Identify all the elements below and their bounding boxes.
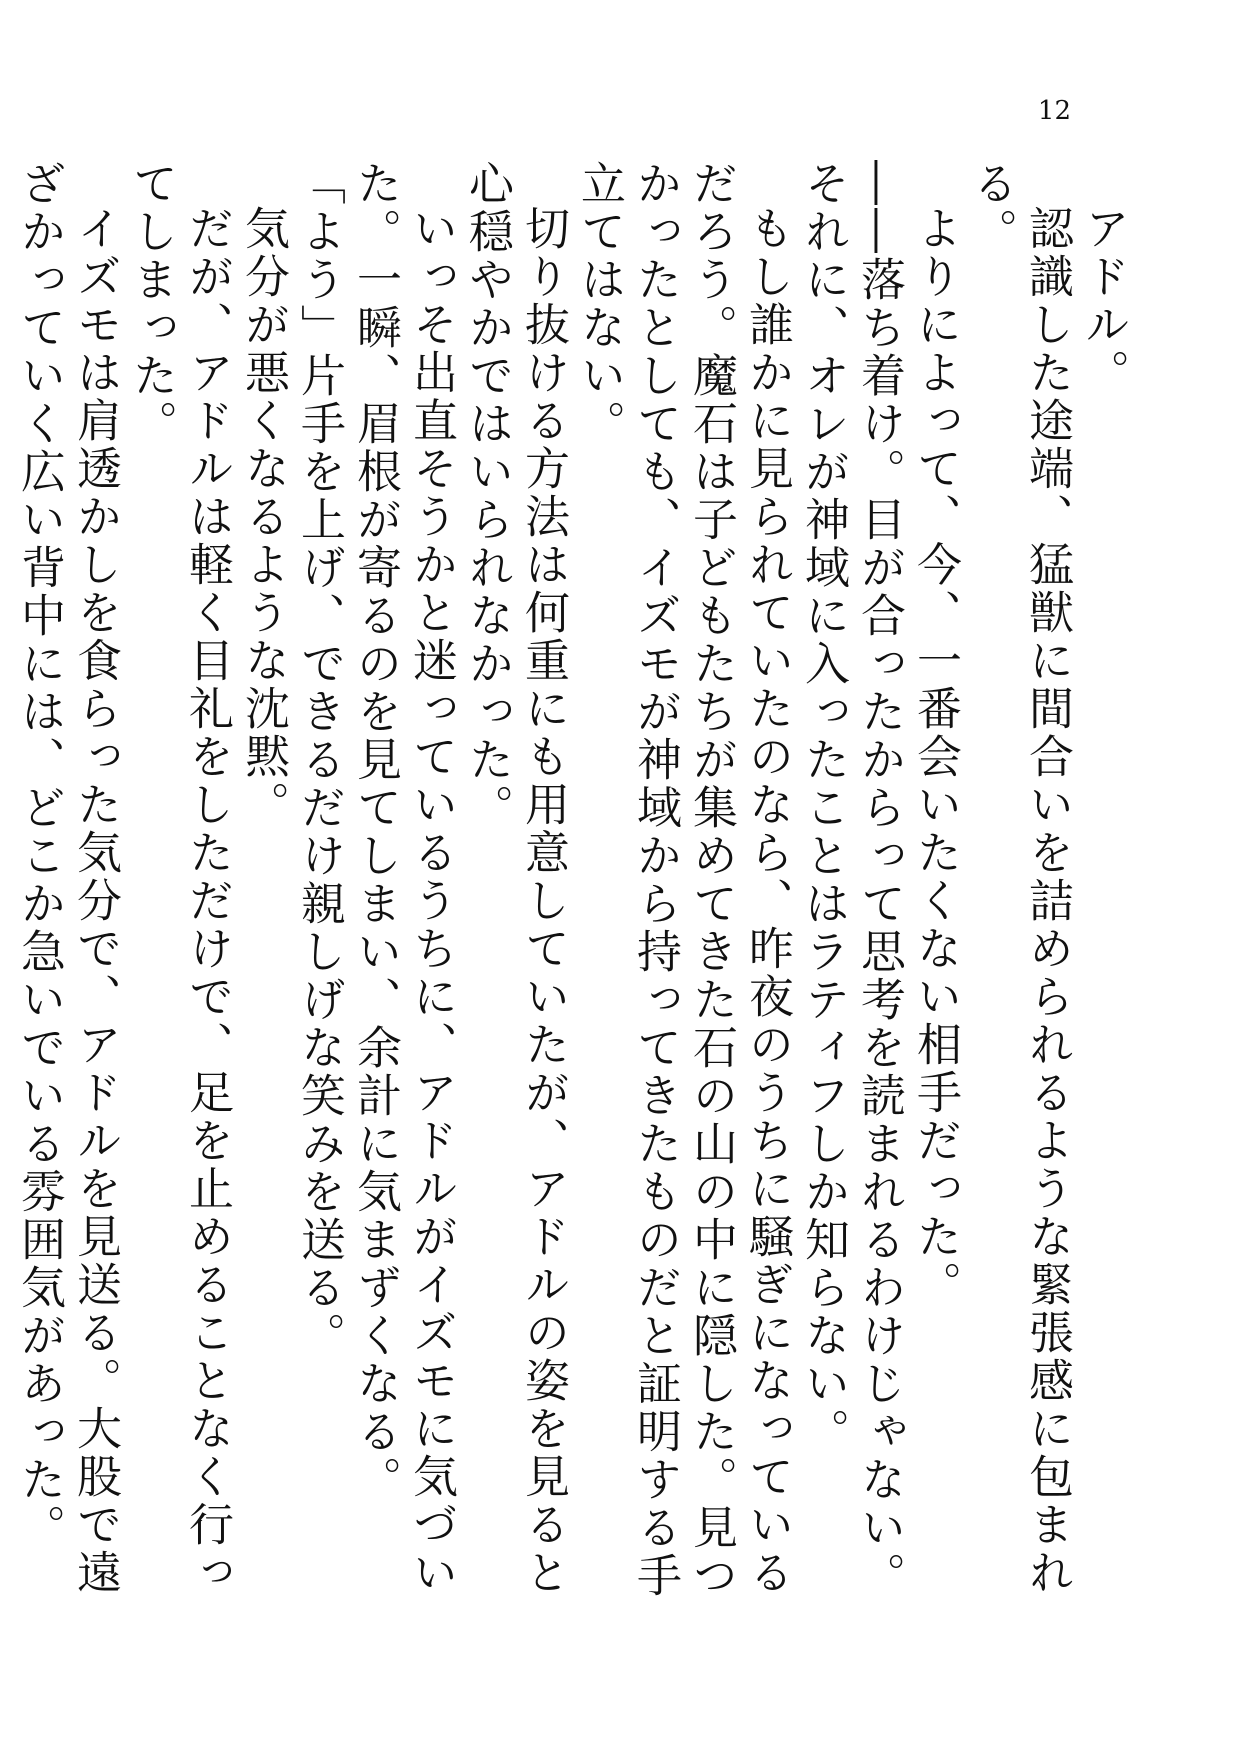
novel-text-block xyxy=(11,160,1131,1640)
paragraph-11: イズモは肩透かしを食らった気分で、アドルを見送る。大股で遠ざかっていく広い背中には、どこか急いでいる雰囲気があった。 xyxy=(13,160,122,1597)
paragraph-4: ――落ち着け。目が合ったからって思考を読まれるわけじゃない。それに、オレが神域に入ったことはラティフしか知らない。 xyxy=(797,160,906,1600)
paragraph-8: 「よう」片手を上げ、できるだけ親しげな笑みを送る。 xyxy=(293,160,346,1360)
paragraph-2: 認識した途端、猛獣に間合いを詰められるような緊張感に包まれる。 xyxy=(965,160,1074,1597)
paragraph-6: 切り抜ける方法は何重にも用意していたが、アドルの姿を見ると心穏やかではいられなかった。 xyxy=(461,160,570,1597)
paragraph-1: アドル。 xyxy=(1077,205,1130,397)
paragraph-9: 気分が悪くなるような沈黙。 xyxy=(237,205,290,829)
paragraph-3: よりによって、今、一番会いたくない相手だった。 xyxy=(909,205,962,1309)
page-number: 12 xyxy=(1037,96,1071,126)
paragraph-5: もし誰かに見られていたのなら、昨夜のうちに騒ぎになっているだろう。魔石は子どもたちが集めてきた石の山の中に隠した。見つかったとしても、イズモが神域から持ってきたものだと証明する手立てはない。 xyxy=(573,160,794,1600)
paragraph-7: いっそ出直そうかと迷っているうちに、アドルがイズモに気づいた。一瞬、眉根が寄るのを見てしまい、余計に気まずくなる。 xyxy=(349,160,458,1597)
paragraph-10: だが、アドルは軽く目礼をしただけで、足を止めることなく行ってしまった。 xyxy=(125,160,234,1597)
